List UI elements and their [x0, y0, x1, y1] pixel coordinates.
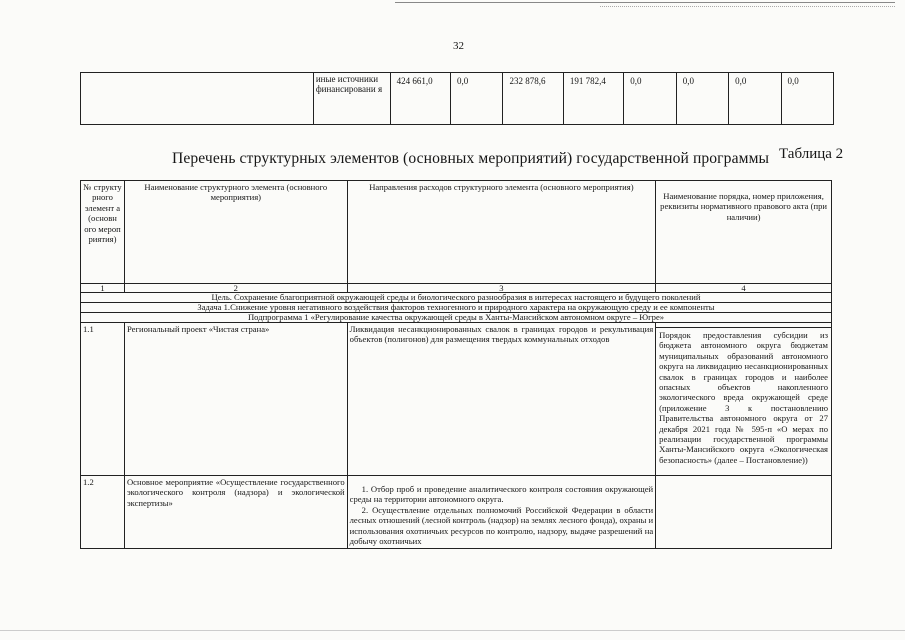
- scan-edge-line: [0, 630, 905, 631]
- table-row: [81, 323, 832, 476]
- table-row: [81, 73, 834, 125]
- task-text: Задача 1.Снижение уровня негативного воздействия факторов техногенного и природного характера на окружающую среду и ее компоненты: [81, 303, 832, 313]
- column-number: 1: [81, 284, 125, 293]
- page-number: 32: [453, 40, 464, 52]
- expense-direction: [347, 476, 656, 549]
- value-cell: 424 661,0: [390, 73, 450, 125]
- table-label: Таблица 2: [779, 146, 844, 162]
- task-row: [81, 303, 832, 313]
- element-name: Основное мероприятие «Осуществление государственного экологического контроля (надзора) и экологической экспертизы»: [124, 476, 347, 549]
- structural-elements-table: [80, 180, 832, 549]
- goal-text: Цель. Сохранение благоприятной окружающей среды и биологического разнообразия в интересах настоящего и будущего поколений: [81, 293, 832, 303]
- subprogram-text: Подпрограмма 1 «Регулирование качества окружающей среды в Ханты-Мансийском автономном округе – Югре»: [81, 313, 832, 323]
- column-number: 4: [656, 284, 832, 293]
- value-cell: 232 878,6: [503, 73, 563, 125]
- value-cell: 0,0: [729, 73, 781, 125]
- act-text: Порядок предоставления субсидии из бюджета автономного округа бюджетам муниципальных образований автономного округа на ликвидацию несанкционированных свалок в границах городов и наиболее опасных объектов накопленного экологического вреда окружающей среде (приложение 3 к постановлению Правительства автономного округа от 27 декабря 2021 года № 595-п «О мерах по реализации государственной программы Ханты-Мансийского округа «Экологическая безопасность» (далее – Постановление)): [656, 327, 831, 465]
- page-title: Перечень структурных элементов (основных мероприятий) государственной программы: [172, 150, 770, 167]
- scan-edge-line-dotted: [600, 6, 895, 7]
- direction-item: 1. Отбор проб и проведение аналитического контроля состояния окружающей среды на территории автономного округа.: [349, 484, 654, 505]
- financing-table: [80, 72, 834, 125]
- element-name: Региональный проект «Чистая страна»: [124, 323, 347, 476]
- header-name: Наименование структурного элемента (основного мероприятия): [124, 181, 347, 284]
- row-number: 1.2: [81, 476, 125, 549]
- column-number: 2: [124, 284, 347, 293]
- act-cell: [656, 323, 832, 476]
- header-direction: Направления расходов структурного элемента (основного мероприятия): [347, 181, 656, 284]
- act-text: [656, 476, 832, 549]
- table-row: [81, 476, 832, 549]
- header-row: [81, 181, 832, 284]
- goal-row: [81, 293, 832, 303]
- direction-item: 2. Осуществление отдельных полномочий Российской Федерации в области лесных отношений (лесной контроль (надзор) на землях лесного фонда), охраны и использования охотничьих ресурсов по контролю, надзору, выдаче разрешений на добычу охотничьих: [349, 504, 654, 547]
- empty-cell: [81, 73, 314, 125]
- value-cell: 0,0: [451, 73, 503, 125]
- header-number: № структу рного элемент а (основн ого мероп риятия): [81, 181, 125, 284]
- column-number: 3: [347, 284, 656, 293]
- source-label: иные источники финансировани я: [313, 73, 390, 125]
- scan-edge-line: [395, 2, 895, 3]
- expense-direction: Ликвидация несанкционированных свалок в границах городов и рекультивация объектов (полигонов) для размещения твердых коммунальных отходов: [347, 323, 656, 476]
- subprogram-row: [81, 313, 832, 323]
- value-cell: 0,0: [781, 73, 833, 125]
- value-cell: 191 782,4: [563, 73, 623, 125]
- value-cell: 0,0: [624, 73, 676, 125]
- header-act: Наименование порядка, номер приложения, реквизиты нормативного правового акта (при наличии): [656, 181, 832, 284]
- value-cell: 0,0: [676, 73, 728, 125]
- row-number: 1.1: [81, 323, 125, 476]
